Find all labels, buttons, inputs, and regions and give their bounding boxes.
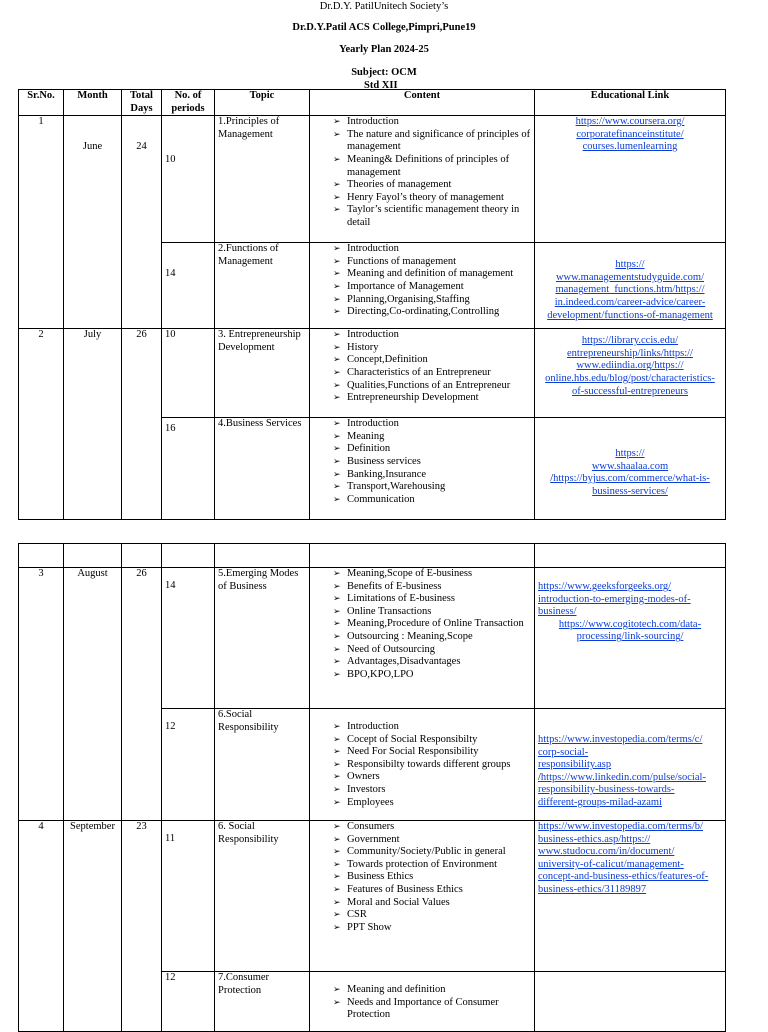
table-row: [19, 329, 726, 418]
month: August: [64, 568, 122, 821]
content-item: ➢ Importance of Management: [313, 281, 531, 294]
content-item: ➢ Communication: [313, 494, 531, 507]
topic: 4.Business Services: [215, 418, 310, 520]
total-days: 23: [122, 821, 162, 1032]
content-item: ➢ Concept,Definition: [313, 354, 531, 367]
content-item: ➢ Introduction: [313, 418, 531, 431]
content-list: [313, 329, 531, 405]
content-item: ➢ Functions of management: [313, 256, 531, 269]
table-row: [19, 568, 726, 709]
topic: 1.Principles of Management: [215, 116, 310, 243]
month: July: [64, 329, 122, 520]
content-item: ➢ Meaning and definition of management: [313, 268, 531, 281]
society-name: Dr.D.Y. PatilUnitech Society’s: [319, 1, 449, 12]
link-prefix: /: [538, 771, 541, 783]
content-item: ➢ Needs and Importance of Consumer Protection: [313, 997, 531, 1022]
content-item: ➢ Definition: [313, 443, 531, 456]
topic: 3. Entrepreneurship Development: [215, 329, 310, 418]
link-text[interactable]: www.managementstudyguide.com/: [555, 271, 705, 283]
link-text[interactable]: online.hbs.edu/blog/post/characteristics-: [545, 372, 715, 384]
link-text[interactable]: different-groups-milad-azami: [538, 796, 663, 808]
content-item: ➢ Meaning,Procedure of Online Transaction: [313, 618, 531, 631]
content-item: ➢ Features of Business Ethics: [313, 884, 531, 897]
content-list: [313, 116, 531, 229]
link-text[interactable]: corp-social-: [538, 746, 589, 758]
sr-no: 3: [19, 568, 64, 821]
content-list: [313, 721, 531, 809]
yearly-plan-table-continued: [18, 543, 726, 1032]
link-text[interactable]: introduction-to-emerging-modes-of-: [538, 593, 691, 605]
sr-no: 1: [19, 116, 64, 329]
content-item: ➢ Cocept of Social Responsibilty: [313, 734, 531, 747]
link-text[interactable]: processing/link-sourcing/: [576, 631, 684, 643]
table-row: [19, 821, 726, 972]
col-header-sr: Sr.No.: [19, 90, 64, 116]
total-days: 26: [122, 329, 162, 520]
content-item: ➢ Outsourcing : Meaning,Scope: [313, 631, 531, 644]
link-text[interactable]: courses.lumenlearning: [582, 141, 678, 153]
content: [310, 972, 535, 1032]
link-text[interactable]: university-of-calicut/management-: [538, 858, 684, 870]
content-item: ➢ Meaning& Definitions of principles of management: [313, 154, 531, 179]
educational-link: [535, 116, 726, 243]
content: [310, 116, 535, 243]
content-item: ➢ Directing,Co-ordinating,Controlling: [313, 306, 531, 319]
link-text[interactable]: of-successful-entrepreneurs: [571, 385, 689, 397]
educational-link: [535, 329, 726, 418]
content-item: ➢ Entrepreneurship Development: [313, 392, 531, 405]
col-header-month: Month: [64, 90, 122, 116]
col-header-link: Educational Link: [535, 90, 726, 116]
content: [310, 709, 535, 821]
subject-label: Subject: OCM: [351, 67, 417, 78]
content-item: ➢ Towards protection of Environment: [313, 859, 531, 872]
content-item: ➢ Advantages,Disadvantages: [313, 656, 531, 669]
content: [310, 243, 535, 329]
periods-label: 14: [165, 268, 176, 280]
table-row: [19, 116, 726, 243]
link-text[interactable]: responsibility-business-towards-: [538, 784, 675, 796]
link-text[interactable]: www.ediindia.org/https://: [576, 360, 684, 372]
content-item: ➢ Transport,Warehousing: [313, 481, 531, 494]
content-item: ➢ Business services: [313, 456, 531, 469]
content-item: ➢ Online Transactions: [313, 606, 531, 619]
content-item: ➢ Introduction: [313, 721, 531, 734]
content: [310, 568, 535, 709]
content: [310, 821, 535, 972]
link-text[interactable]: https://www.linkedin.com/pulse/social-: [540, 771, 706, 783]
content-item: ➢ Government: [313, 834, 531, 847]
link-text[interactable]: responsibility.asp: [538, 759, 612, 771]
educational-link: [535, 709, 726, 821]
link-text[interactable]: in.indeed.com/career-advice/career-: [554, 296, 706, 308]
periods: [162, 116, 215, 243]
periods: [162, 418, 215, 520]
topic: 5.Emerging Modes of Business: [215, 568, 310, 709]
content-item: ➢ History: [313, 342, 531, 355]
periods: [162, 243, 215, 329]
content-item: ➢ Community/Society/Public in general: [313, 846, 531, 859]
link-text[interactable]: corporatefinanceinstitute/: [576, 128, 684, 140]
content-item: ➢ The nature and significance of principles of management: [313, 129, 531, 154]
periods-label: 10: [165, 154, 176, 166]
link-text[interactable]: www.shaalaa.com: [591, 460, 669, 472]
link-text[interactable]: https://www.coursera.org/: [575, 116, 685, 128]
content-item: ➢ Characteristics of an Entrepreneur: [313, 367, 531, 380]
content-item: ➢ Business Ethics: [313, 871, 531, 884]
content-item: ➢ Moral and Social Values: [313, 897, 531, 910]
content: [310, 329, 535, 418]
col-header-topic: Topic: [215, 90, 310, 116]
sr-no: 2: [19, 329, 64, 520]
link-text[interactable]: https://library.ccis.edu/: [581, 335, 679, 347]
link-text[interactable]: https://www.investopedia.com/terms/c/: [538, 734, 703, 745]
month-label: June: [82, 141, 103, 153]
periods: [162, 709, 215, 821]
content-item: ➢ Need For Social Responsibility: [313, 746, 531, 759]
content: [310, 418, 535, 520]
content-item: ➢ Introduction: [313, 243, 531, 256]
total-days: [122, 116, 162, 329]
content-item: ➢ PPT Show: [313, 922, 531, 935]
content-item: ➢ Theories of management: [313, 179, 531, 192]
link-text[interactable]: https://: [615, 259, 645, 271]
topic: 2.Functions of Management: [215, 243, 310, 329]
topic: 6. Social Responsibility: [215, 821, 310, 972]
educational-link: [535, 972, 726, 1032]
table-header-row: [19, 90, 726, 116]
link-text[interactable]: business-services/: [592, 485, 668, 497]
std-label: Std XII: [364, 80, 398, 91]
educational-link: [535, 418, 726, 520]
content-item: ➢ Investors: [313, 784, 531, 797]
link-text[interactable]: business/: [538, 606, 577, 618]
sr-no: 4: [19, 821, 64, 1032]
periods: [162, 568, 215, 709]
periods-label: 12: [165, 721, 176, 732]
content-item: ➢ Henry Fayol’s theory of management: [313, 192, 531, 205]
link-text[interactable]: https://www.geeksforgeeks.org/: [538, 581, 672, 592]
link-text[interactable]: entrepreneurship/links/https://: [567, 347, 693, 359]
periods: 10: [162, 329, 215, 418]
link-text[interactable]: https://byjus.com/commerce/what-is-: [553, 473, 710, 485]
link-prefix: /: [550, 473, 554, 485]
link-text[interactable]: concept-and-business-ethics/features-of-: [538, 871, 709, 883]
periods-label: 14: [165, 580, 176, 591]
content-item: ➢ Employees: [313, 797, 531, 810]
col-header-content: Content: [310, 90, 535, 116]
link-text[interactable]: https://www.cogitotech.com/data-: [558, 618, 702, 630]
content-list: [313, 418, 531, 506]
link-text[interactable]: www.studocu.com/in/document/: [538, 846, 675, 858]
periods-label: 16: [165, 423, 176, 435]
blank-header-row: [19, 544, 726, 568]
college-name: Dr.D.Y.Patil ACS College,Pimpri,Pune19: [292, 22, 476, 33]
link-text: [538, 473, 722, 486]
content-item: ➢ Planning,Organising,Staffing: [313, 294, 531, 307]
plan-title: Yearly Plan 2024-25: [339, 44, 429, 55]
periods-label: 11: [165, 833, 176, 844]
col-header-periods: No. of periods: [162, 90, 215, 116]
content-list: [313, 243, 531, 319]
periods: [162, 821, 215, 972]
content-item: ➢ Benefits of E-business: [313, 581, 531, 594]
content-item: ➢ Limitations of E-business: [313, 593, 531, 606]
link-text[interactable]: business-ethics.asp/https://: [538, 833, 651, 845]
content-item: ➢ Owners: [313, 771, 531, 784]
month: September: [64, 821, 122, 1032]
link-text[interactable]: development/functions-of-management: [547, 309, 713, 321]
content-item: ➢ Introduction: [313, 329, 531, 342]
topic: 7.Consumer Protection: [215, 972, 310, 1032]
content-item: ➢ BPO,KPO,LPO: [313, 669, 531, 682]
topic: 6.Social Responsibility: [215, 709, 310, 821]
content-item: ➢ Qualities,Functions of an Entrepreneur: [313, 380, 531, 393]
content-list: [313, 821, 531, 934]
content-item: ➢ Banking,Insurance: [313, 469, 531, 482]
content-item: ➢ Introduction: [313, 116, 531, 129]
total-days: 26: [122, 568, 162, 821]
content-item: ➢ CSR: [313, 909, 531, 922]
link-text[interactable]: https://www.investopedia.com/terms/b/: [538, 821, 703, 832]
content-item: ➢ Responsibilty towards different groups: [313, 759, 531, 772]
content-item: ➢ Meaning,Scope of E-business: [313, 568, 531, 581]
content-list: [313, 984, 531, 1022]
col-header-days: Total Days: [122, 90, 162, 116]
educational-link: [535, 821, 726, 972]
educational-link: [535, 568, 726, 709]
link-text: [538, 772, 722, 785]
link-text[interactable]: business-ethics/31189897: [538, 883, 647, 895]
month: [64, 116, 122, 329]
content-list: [313, 568, 531, 681]
link-text[interactable]: management_functions.htm/https://: [555, 284, 705, 296]
content-item: ➢ Meaning and definition: [313, 984, 531, 997]
yearly-plan-table: [18, 89, 726, 520]
days-label: 24: [136, 141, 147, 153]
content-item: ➢ Taylor’s scientific management theory in detail: [313, 204, 531, 229]
link-text[interactable]: https://: [615, 448, 645, 460]
educational-link: [535, 243, 726, 329]
content-item: ➢ Need of Outsourcing: [313, 644, 531, 657]
content-item: ➢ Consumers: [313, 821, 531, 834]
periods: 12: [162, 972, 215, 1032]
content-item: ➢ Meaning: [313, 431, 531, 444]
